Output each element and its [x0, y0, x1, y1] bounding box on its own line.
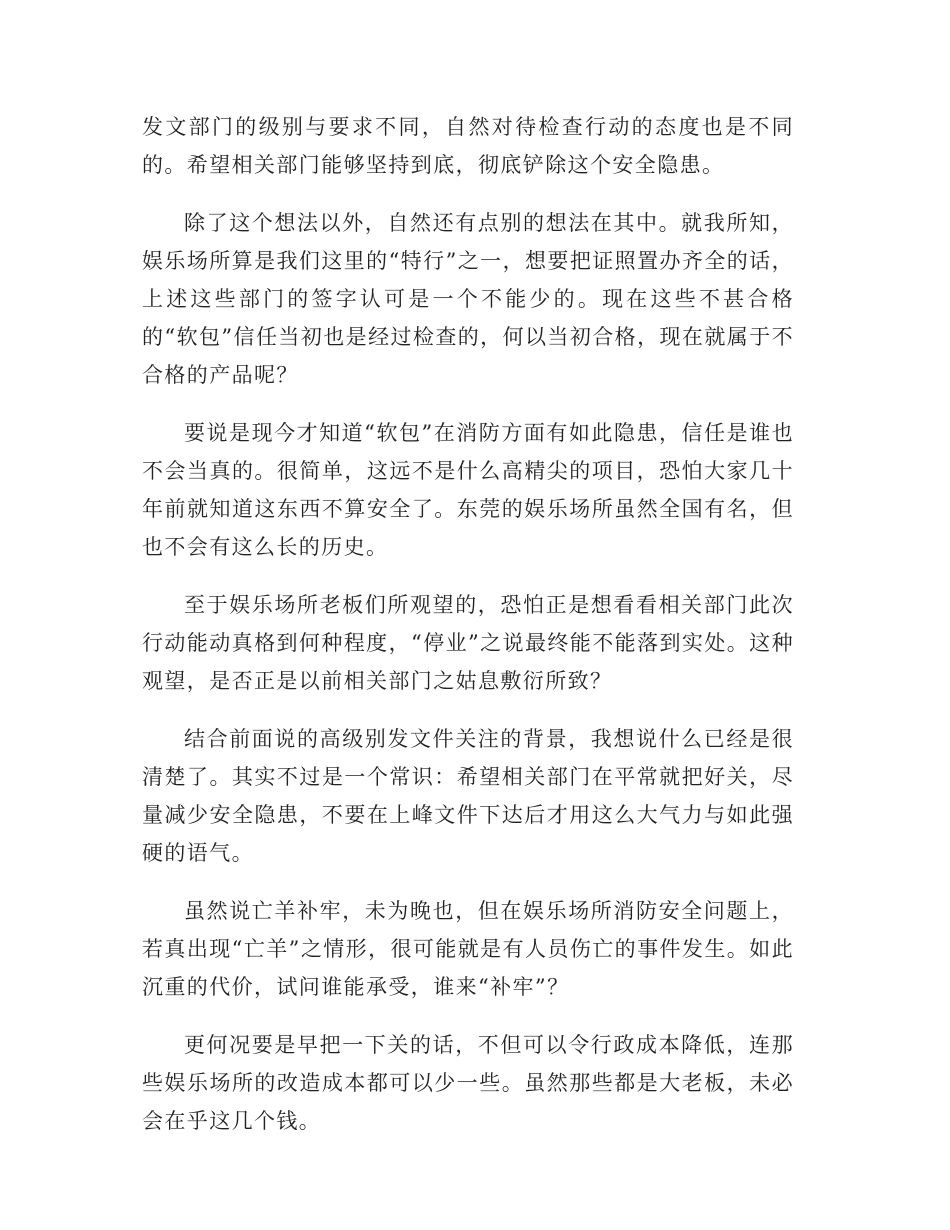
- paragraph: 至于娱乐场所老板们所观望的，恐怕正是想看看相关部门此次行动能动真格到何种程度，“停业”之说最终能不能落到实处。这种观望，是否正是以前相关部门之姑息敷衍所致？: [142, 593, 794, 693]
- paragraph: 发文部门的级别与要求不同，自然对待检查行动的态度也是不同的。希望相关部门能够坚持到底，彻底铲除这个安全隐患。: [142, 115, 794, 177]
- paragraph: 结合前面说的高级别发文件关注的背景，我想说什么已经是很清楚了。其实不过是一个常识：希望相关部门在平常就把好关，尽量减少安全隐患，不要在上峰文件下达后才用这么大气力与如此强硬的语气。: [142, 727, 794, 865]
- paragraph: 除了这个想法以外，自然还有点别的想法在其中。就我所知，娱乐场所算是我们这里的“特行”之一，想要把证照置办齐全的话，上述这些部门的签字认可是一个不能少的。现在这些不甚合格的“软包”信任当初也是经过检查的，何以当初合格，现在就属于不合格的产品呢？: [142, 211, 794, 387]
- paragraph: 更何况要是早把一下关的话，不但可以令行政成本降低，连那些娱乐场所的改造成本都可以少一些。虽然那些都是大老板，未必会在乎这几个钱。: [142, 1033, 794, 1133]
- paragraph: 虽然说亡羊补牢，未为晚也，但在娱乐场所消防安全问题上，若真出现“亡羊”之情形，很可能就是有人员伤亡的事件发生。如此沉重的代价，试问谁能承受，谁来“补牢”？: [142, 899, 794, 999]
- document-body: [142, 108, 794, 1160]
- paragraph: 要说是现今才知道“软包”在消防方面有如此隐患，信任是谁也不会当真的。很简单，这远不是什么高精尖的项目，恐怕大家几十年前就知道这东西不算安全了。东莞的娱乐场所虽然全国有名，但也不会有这么长的历史。: [142, 421, 794, 559]
